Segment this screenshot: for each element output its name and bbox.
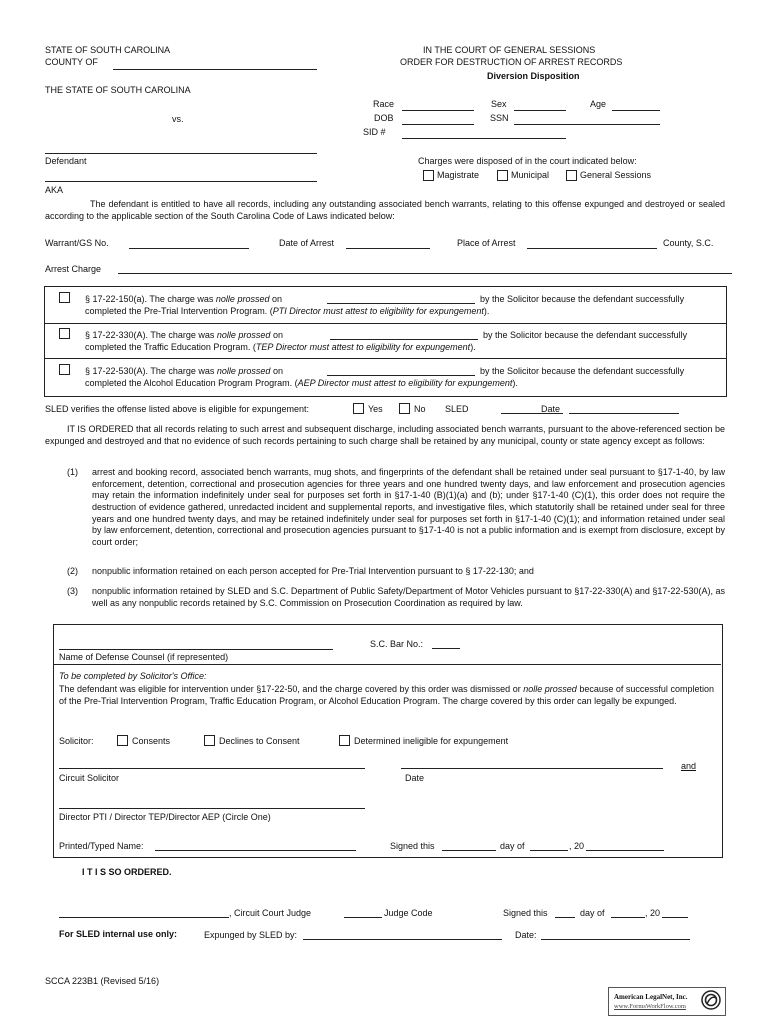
option-text: by the Solicitor because the defendant successfully [480,366,685,376]
options-divider [45,323,726,324]
signed-month-field[interactable] [530,850,568,851]
exception-text: nonpublic information retained by SLED and S.C. Department of Public Safety/Department of Motor Vehicles pursuant to §17-22-330(A) and §17-22-530(A), as well as any nonpublic records retained by S.C. Commission on Prosecution Coordination as required by law. [92,586,725,608]
sled-use-date-label: Date: [515,930,537,940]
race-label: Race [373,99,395,109]
defense-counsel-label: Name of Defense Counsel (if represented) [59,652,229,662]
sled-date-field[interactable] [569,413,679,414]
sex-field[interactable] [514,110,566,111]
court-title: IN THE COURT OF GENERAL SESSIONS [423,45,596,55]
option-checkbox[interactable] [59,364,70,375]
sled-internal-label: For SLED internal use only: [59,929,178,939]
option-text: by the Solicitor because the defendant successfully [483,330,688,340]
solicitor-date-field[interactable] [401,768,663,769]
judge-day-of-label: day of [580,908,605,918]
date-of-arrest-label: Date of Arrest [279,238,335,248]
consents-checkbox[interactable] [117,735,128,746]
signed-day-field[interactable] [442,850,496,851]
declines-checkbox[interactable] [204,735,215,746]
publisher-website: www.FormsWorkFlow.com [614,1003,686,1010]
county-sc-label: County, S.C. [663,238,714,248]
aka-field[interactable] [45,181,317,182]
general-sessions-label: General Sessions [580,170,652,180]
bar-no-label: S.C. Bar No.: [370,639,424,649]
printed-name-field[interactable] [155,850,356,851]
judge-signed-this-label: Signed this [503,908,548,918]
state-label: STATE OF SOUTH CAROLINA [45,45,171,55]
municipal-checkbox[interactable] [497,170,508,181]
option-date-field[interactable] [327,303,475,304]
magistrate-label: Magistrate [437,170,480,180]
signed-this-label: Signed this [390,841,435,851]
circuit-judge-label: , Circuit Court Judge [229,908,312,918]
exception-number: (3) [67,586,78,596]
sex-label: Sex [491,99,507,109]
intro-paragraph: The defendant is entitled to have all records, including any outstanding associated bench warrants, relating to this offense expunged and destroyed or sealed according to the applicable section of the South Carolina Code of Laws indicated below: [45,199,725,221]
judge-code-field[interactable] [344,917,382,918]
signed-year-field[interactable] [586,850,664,851]
option-text: completed the Alcohol Education Program Program. (AEP Director must attest to eligibility for expungement). [85,378,518,388]
municipal-label: Municipal [511,170,550,180]
judge-month-field[interactable] [611,917,645,918]
age-label: Age [590,99,607,109]
exception-text: nonpublic information retained on each person accepted for Pre-Trial Intervention pursuant to § 17-22-130; and [92,566,534,576]
option-date-field[interactable] [327,375,475,376]
option-checkbox[interactable] [59,292,70,303]
option-text: completed the Traffic Education Program. (TEP Director must attest to eligibility for expungement). [85,342,476,352]
ssn-field[interactable] [514,124,660,125]
director-field[interactable] [59,808,365,809]
solicitor-date-label: Date [405,773,425,783]
option-text: § 17-22-330(A). The charge was nolle prossed on [85,330,283,340]
judge-code-label: Judge Code [384,908,433,918]
sled-date-label: Date [541,404,561,414]
date-of-arrest-field[interactable] [346,248,430,249]
magistrate-checkbox[interactable] [423,170,434,181]
expunged-by-label: Expunged by SLED by: [204,930,298,940]
order-title: ORDER FOR DESTRUCTION OF ARREST RECORDS [400,57,623,67]
publisher-name: American LegalNet, Inc. [614,993,688,1001]
aka-label: AKA [45,185,64,195]
sled-no-checkbox[interactable] [399,403,410,414]
sled-no-label: No [414,404,426,414]
judge-year-field[interactable] [662,917,688,918]
dob-label: DOB [374,113,394,123]
sled-yes-checkbox[interactable] [353,403,364,414]
and-label: and [681,761,697,771]
place-of-arrest-label: Place of Arrest [457,238,516,248]
dob-field[interactable] [402,124,474,125]
place-of-arrest-field[interactable] [527,248,657,249]
sled-yes-label: Yes [368,404,383,414]
sid-label: SID # [363,127,386,137]
options-divider [45,358,726,359]
charges-disposed-label: Charges were disposed of in the court indicated below: [418,156,637,166]
it-is-so-ordered: I T I S SO ORDERED. [82,867,172,877]
option-date-field[interactable] [330,339,478,340]
race-field[interactable] [402,110,474,111]
declines-label: Declines to Consent [219,736,300,746]
warrant-label: Warrant/GS No. [45,238,109,248]
publisher-logo-icon [701,990,721,1010]
option-text: § 17-22-530(A). The charge was nolle prossed on [85,366,283,376]
arrest-charge-label: Arrest Charge [45,264,102,274]
arrest-charge-field[interactable] [118,273,732,274]
year-label: , 20 [569,841,585,851]
sid-field[interactable] [402,138,566,139]
option-text: § 17-22-150(a). The charge was nolle prossed on [85,294,282,304]
to-be-completed-label: To be completed by Solicitor's Office: [59,671,207,681]
form-id: SCCA 223B1 (Revised 5/16) [45,976,160,986]
exception-number: (1) [67,467,78,477]
day-of-label: day of [500,841,525,851]
county-label: COUNTY OF [45,57,98,67]
consents-label: Consents [132,736,171,746]
county-field[interactable] [113,69,317,70]
sled-verifies-label: SLED verifies the offense listed above is eligible for expungement: [45,404,309,414]
plaintiff-label: THE STATE OF SOUTH CAROLINA [45,85,191,95]
judge-year-label: , 20 [645,908,661,918]
ineligible-label: Determined ineligible for expungement [354,736,509,746]
option-text: completed the Pre-Trial Intervention Program. (PTI Director must attest to eligibility for expungement). [85,306,490,316]
age-field[interactable] [612,110,660,111]
solicitor-label: Solicitor: [59,736,94,746]
defense-counsel-field[interactable] [59,649,333,650]
director-label: Director PTI / Director TEP/Director AEP (Circle One) [59,812,271,822]
defendant-field[interactable] [45,153,317,154]
option-checkbox[interactable] [59,328,70,339]
solicitor-divider [54,664,721,665]
judge-signature-field[interactable] [59,917,229,918]
diversion-subtitle: Diversion Disposition [487,71,580,81]
exception-number: (2) [67,566,78,576]
general-sessions-checkbox[interactable] [566,170,577,181]
ordered-paragraph: IT IS ORDERED that all records relating to such arrest and subsequent discharge, including associated bench warrants, pursuant to the above-referenced section be expunged and destroyed and that no evidence of such records pertaining to such charge shall be retained by any municipal, county or state agency except as follows: [45,424,725,446]
vs-label: vs. [172,114,184,124]
circuit-solicitor-label: Circuit Solicitor [59,773,120,783]
solicitor-paragraph: The defendant was eligible for intervention under §17-22-50, and the charge covered by this order was dismissed or nolle prossed because of successful completion of the Pre-Trial Intervention Program, Traffic Education Program, or Alcohol Education Program. The charge covered by this order can legally be expunged. [59,684,714,706]
judge-day-field[interactable] [555,917,575,918]
ineligible-checkbox[interactable] [339,735,350,746]
expunged-by-field[interactable] [303,939,502,940]
ssn-label: SSN [490,113,509,123]
printed-name-label: Printed/Typed Name: [59,841,144,851]
sled-label: SLED [445,404,469,414]
sled-use-date-field[interactable] [541,939,690,940]
option-text: by the Solicitor because the defendant successfully [480,294,685,304]
bar-no-field[interactable] [432,648,460,649]
defendant-label: Defendant [45,156,87,166]
exception-text: arrest and booking record, associated bench warrants, mug shots, and fingerprints of the defendant shall be retained under seal pursuant to §17-1-40, by law enforcement, detention, correctional and prosecution agencies for three years and one hundred twenty days, and law enforcement and prosecution agencies may retain the information indefinitely under seal for purposes set forth in §17-1-40 (B)(1)(a) and (b); under §17-1-40 (C)(1), this order does not require the destruction of evidence gathered, unredacted incident and supplemental reports, and investigative files, which statutorily shall be retained under seal for three years and one hundred twenty days, and may be retained indefinitely under seal for purposes set forth in §17-1-40 (C)(1); and information retained under seal by law enforcement, detention, correctional and prosecution agencies pursuant to §17-1-40 is not a public information and is exempt from disclosure, except by court order; [92,467,725,548]
warrant-field[interactable] [129,248,249,249]
circuit-solicitor-field[interactable] [59,768,365,769]
